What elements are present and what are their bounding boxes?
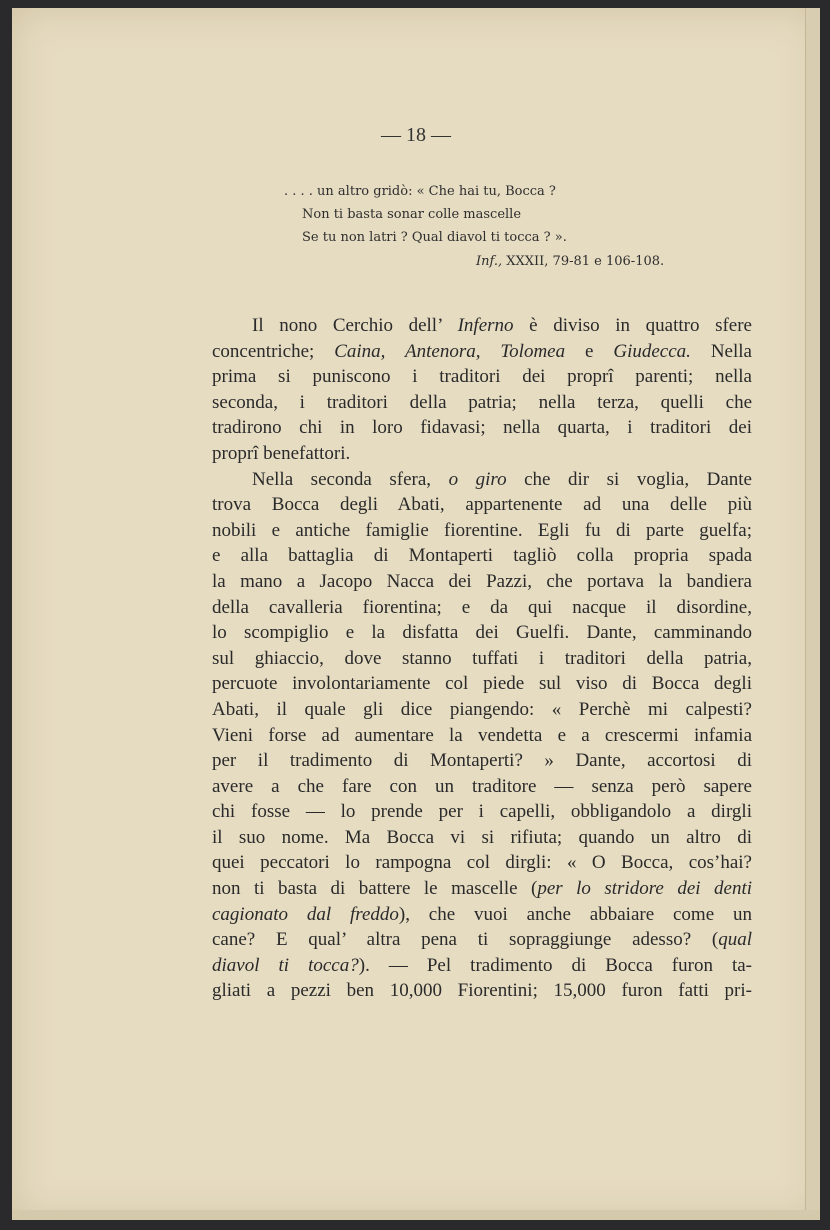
text-line xyxy=(212,902,752,928)
text-line: percuote involontariamente col piede sul viso di Bocca degli xyxy=(212,673,752,695)
text-line: prima si puniscono i traditori dei proprî parenti; nella xyxy=(212,366,752,388)
text-span: concentriche; xyxy=(212,340,335,362)
text-line xyxy=(212,927,752,953)
text-span: Nella seconda sfera, xyxy=(252,468,449,490)
text-line: per il tradimento di Montaperti? » Dante, accortosi di xyxy=(212,750,752,772)
text-line: Abati, il quale gli dice piangendo: « Perchè mi calpesti? xyxy=(212,698,752,720)
italic-span: Inferno xyxy=(457,315,514,336)
italic-span: o giro xyxy=(448,468,507,490)
text-span: cane? E qual’ altra pena ti sopraggiunge adesso? ( xyxy=(212,929,719,951)
citation-work: Inf., xyxy=(476,254,503,269)
text-line: e alla battaglia di Montaperti tagliò colla propria spada xyxy=(212,545,752,567)
text-line xyxy=(212,339,752,365)
page-bottom-edge xyxy=(12,1210,820,1220)
main-text xyxy=(212,313,752,1004)
italic-span: per lo stridore dei denti xyxy=(537,878,752,900)
text-line: avere a che fare con un traditore — senza però sapere xyxy=(212,775,752,797)
text-span: non ti basta di battere le mascelle ( xyxy=(212,878,538,900)
text-line: nobili e antiche famiglie fiorentine. Egli fu di parte guelfa; xyxy=(212,519,752,541)
text-line: Vieni forse ad aumentare la vendetta e a crescermi infamia xyxy=(212,724,752,746)
epigraph xyxy=(284,180,704,249)
text-line xyxy=(212,876,752,902)
text-span: ), che vuoi anche abbaiare come un xyxy=(398,903,752,925)
italic-span: Caina, Antenora, Tolomea xyxy=(334,340,566,362)
page-edge xyxy=(805,8,820,1220)
text-span: Il nono Cerchio dell’ xyxy=(252,315,458,336)
text-line: la mano a Jacopo Nacca dei Pazzi, che portava la bandiera xyxy=(212,570,752,592)
book-page xyxy=(12,8,820,1220)
text-span: e xyxy=(565,340,614,362)
text-span: Nella xyxy=(690,340,752,362)
text-line: gliati a pezzi ben 10,000 Fiorentini; 15,000 furon fatti pri- xyxy=(212,980,752,1002)
text-line xyxy=(212,467,752,493)
text-line: seconda, i traditori della patria; nella terza, quelli che xyxy=(212,391,752,413)
text-line xyxy=(212,313,752,339)
epigraph-line: . . . . un altro gridò: « Che hai tu, Bocca ? xyxy=(284,184,556,199)
italic-span: cagionato dal freddo xyxy=(212,903,399,925)
page-number: — 18 — xyxy=(381,124,451,146)
italic-span: diavol ti tocca? xyxy=(212,954,359,976)
text-line xyxy=(212,953,752,979)
text-line: tradirono chi in loro fidavasi; nella quarta, i traditori dei xyxy=(212,417,752,439)
italic-span: Giudecca. xyxy=(613,340,691,362)
epigraph-citation xyxy=(476,254,664,269)
italic-span: qual xyxy=(718,929,752,951)
text-line: lo scompiglio e la disfatta dei Guelfi. Dante, camminando xyxy=(212,622,752,644)
text-line: proprî benefattori. xyxy=(212,442,351,464)
text-span: è diviso in quattro sfere xyxy=(513,315,752,336)
text-span: che dir si voglia, Dante xyxy=(506,468,752,490)
epigraph-line: Se tu non latri ? Qual diavol ti tocca ? ». xyxy=(302,230,567,245)
text-line: trova Bocca degli Abati, appartenente ad una delle più xyxy=(212,494,752,516)
text-line: il suo nome. Ma Bocca vi si rifiuta; quando un altro di xyxy=(212,826,752,848)
epigraph-line: Non ti basta sonar colle mascelle xyxy=(302,207,522,222)
text-line: chi fosse — lo prende per i capelli, obbligandolo a dirgli xyxy=(212,801,752,823)
text-line: quei peccatori lo rampogna col dirgli: « O Bocca, cos’hai? xyxy=(212,852,752,874)
text-line: della cavalleria fiorentina; e da qui nacque il disordine, xyxy=(212,596,752,618)
text-span: ). — Pel tradimento di Bocca furon ta- xyxy=(358,954,753,976)
text-line: sul ghiaccio, dove stanno tuffati i traditori della patria, xyxy=(212,647,752,669)
citation-ref: XXXII, 79-81 e 106-108. xyxy=(502,254,665,269)
